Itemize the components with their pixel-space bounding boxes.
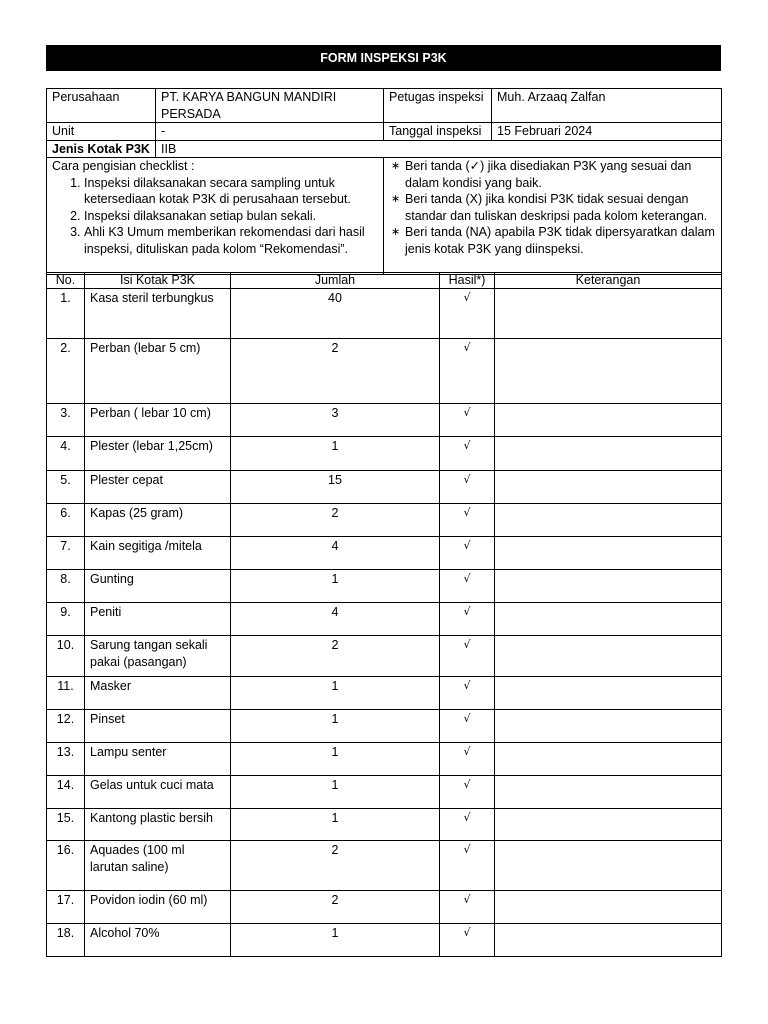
item-result: √ (440, 776, 495, 809)
table-row (47, 537, 722, 570)
col-keterangan-header: Keterangan (495, 273, 722, 289)
item-name: Plester (lebar 1,25cm) (85, 437, 231, 471)
item-note (495, 677, 722, 710)
perusahaan-value: PT. KARYA BANGUN MANDIRI PERSADA (156, 89, 384, 123)
item-name: Plester cepat (85, 471, 231, 504)
table-row (47, 924, 722, 957)
item-name: Alcohol 70% (85, 924, 231, 957)
header-row (47, 273, 722, 289)
table-row (47, 570, 722, 603)
item-result: √ (440, 603, 495, 636)
table-row (47, 289, 722, 339)
table-row (47, 471, 722, 504)
item-result: √ (440, 471, 495, 504)
item-name: Pinset (85, 710, 231, 743)
item-qty: 1 (231, 743, 440, 776)
unit-value: - (156, 123, 384, 141)
item-no: 9. (47, 603, 85, 636)
item-result: √ (440, 677, 495, 710)
item-note (495, 841, 722, 891)
item-result: √ (440, 743, 495, 776)
table-row (47, 710, 722, 743)
table-row (47, 841, 722, 891)
asterisk-icon: ∗ (391, 160, 401, 172)
unit-label: Unit (47, 123, 156, 141)
item-no: 18. (47, 924, 85, 957)
table-row (47, 776, 722, 809)
item-qty: 1 (231, 809, 440, 841)
item-qty: 4 (231, 537, 440, 570)
item-note (495, 743, 722, 776)
table-row (47, 404, 722, 437)
item-no: 11. (47, 677, 85, 710)
item-note (495, 404, 722, 437)
item-note (495, 710, 722, 743)
item-qty: 1 (231, 437, 440, 471)
table-row (47, 504, 722, 537)
table-row (47, 891, 722, 924)
item-name: Aquades (100 ml larutan saline) (85, 841, 231, 891)
item-result: √ (440, 924, 495, 957)
jenis-label: Jenis Kotak P3K (47, 140, 156, 158)
item-name: Perban (lebar 5 cm) (85, 339, 231, 404)
item-result: √ (440, 404, 495, 437)
table-row (47, 437, 722, 471)
item-name: Kapas (25 gram) (85, 504, 231, 537)
item-qty: 2 (231, 339, 440, 404)
item-qty: 1 (231, 924, 440, 957)
item-result: √ (440, 570, 495, 603)
item-name: Sarung tangan sekali pakai (pasangan) (85, 636, 231, 677)
item-result: √ (440, 537, 495, 570)
instruction-step: 1. Inspeksi dilaksanakan secara sampling untuk ketersediaan kotak P3K di perusahaan tersebut. (84, 175, 378, 208)
item-result: √ (440, 809, 495, 841)
tanggal-value: 15 Februari 2024 (492, 123, 722, 141)
table-row (47, 809, 722, 841)
tanggal-label: Tanggal inspeksi (384, 123, 492, 141)
item-qty: 2 (231, 891, 440, 924)
item-no: 17. (47, 891, 85, 924)
item-result: √ (440, 636, 495, 677)
item-qty: 1 (231, 570, 440, 603)
item-no: 2. (47, 339, 85, 404)
item-no: 7. (47, 537, 85, 570)
instructions-heading: Cara pengisian checklist : (52, 159, 195, 173)
item-name: Kain segitiga /mitela (85, 537, 231, 570)
item-qty: 4 (231, 603, 440, 636)
note-text: Beri tanda (X) jika kondisi P3K tidak sesuai dengan standar dan tuliskan deskripsi pada kolom keterangan. (405, 192, 708, 223)
petugas-value: Muh. Arzaaq Zalfan (492, 89, 722, 123)
item-no: 6. (47, 504, 85, 537)
item-qty: 2 (231, 841, 440, 891)
item-name: Peniti (85, 603, 231, 636)
note-text: Beri tanda (✓) jika disediakan P3K yang sesuai dan dalam kondisi yang baik. (405, 159, 692, 190)
item-note (495, 924, 722, 957)
item-note (495, 289, 722, 339)
item-note (495, 437, 722, 471)
item-qty: 40 (231, 289, 440, 339)
info-table (46, 88, 722, 275)
perusahaan-label: Perusahaan (47, 89, 156, 123)
asterisk-icon: ∗ (391, 226, 401, 238)
item-qty: 1 (231, 677, 440, 710)
item-result: √ (440, 710, 495, 743)
table-row (47, 677, 722, 710)
item-name: Gunting (85, 570, 231, 603)
table-row (47, 743, 722, 776)
item-name: Perban ( lebar 10 cm) (85, 404, 231, 437)
item-note (495, 809, 722, 841)
item-qty: 1 (231, 776, 440, 809)
item-qty: 1 (231, 710, 440, 743)
item-no: 14. (47, 776, 85, 809)
table-row (47, 636, 722, 677)
item-qty: 2 (231, 504, 440, 537)
item-result: √ (440, 437, 495, 471)
item-result: √ (440, 891, 495, 924)
item-name: Lampu senter (85, 743, 231, 776)
checklist-table (46, 272, 722, 957)
item-result: √ (440, 841, 495, 891)
item-result: √ (440, 289, 495, 339)
item-name: Masker (85, 677, 231, 710)
col-isi-header: Isi Kotak P3K (85, 273, 231, 289)
item-name: Kasa steril terbungkus (85, 289, 231, 339)
item-name: Povidon iodin (60 ml) (85, 891, 231, 924)
item-note (495, 471, 722, 504)
item-qty: 3 (231, 404, 440, 437)
item-note (495, 891, 722, 924)
item-name: Gelas untuk cuci mata (85, 776, 231, 809)
notes-cell (384, 158, 722, 275)
jenis-value: IIB (156, 140, 722, 158)
item-note (495, 504, 722, 537)
item-note (495, 636, 722, 677)
table-row (47, 603, 722, 636)
note-item (389, 224, 716, 257)
item-qty: 2 (231, 636, 440, 677)
instruction-step: 2. Inspeksi dilaksanakan setiap bulan sekali. (84, 208, 378, 225)
form-title: FORM INSPEKSI P3K (46, 45, 721, 71)
petugas-label: Petugas inspeksi (384, 89, 492, 123)
item-qty: 15 (231, 471, 440, 504)
item-note (495, 603, 722, 636)
instruction-step: 3. Ahli K3 Umum memberikan rekomendasi dari hasil inspeksi, dituliskan pada kolom “Rekomendasi”. (84, 224, 378, 257)
item-note (495, 339, 722, 404)
note-text: Beri tanda (NA) apabila P3K tidak dipersyaratkan dalam jenis kotak P3K yang diinspeksi. (405, 225, 715, 256)
notes-list (389, 158, 716, 257)
col-hasil-header: Hasil*) (440, 273, 495, 289)
item-result: √ (440, 504, 495, 537)
item-no: 15. (47, 809, 85, 841)
item-result: √ (440, 339, 495, 404)
instructions-cell (47, 158, 384, 275)
item-note (495, 570, 722, 603)
item-no: 5. (47, 471, 85, 504)
item-no: 10. (47, 636, 85, 677)
note-item (389, 191, 716, 224)
asterisk-icon: ∗ (391, 193, 401, 205)
item-name: Kantong plastic bersih (85, 809, 231, 841)
item-no: 8. (47, 570, 85, 603)
item-no: 1. (47, 289, 85, 339)
item-no: 12. (47, 710, 85, 743)
col-jumlah-header: Jumlah (231, 273, 440, 289)
item-no: 13. (47, 743, 85, 776)
item-no: 3. (47, 404, 85, 437)
item-note (495, 776, 722, 809)
instructions-steps (52, 175, 378, 258)
note-item (389, 158, 716, 191)
item-note (495, 537, 722, 570)
table-row (47, 339, 722, 404)
item-no: 16. (47, 841, 85, 891)
col-no-header: No. (47, 273, 85, 289)
item-no: 4. (47, 437, 85, 471)
